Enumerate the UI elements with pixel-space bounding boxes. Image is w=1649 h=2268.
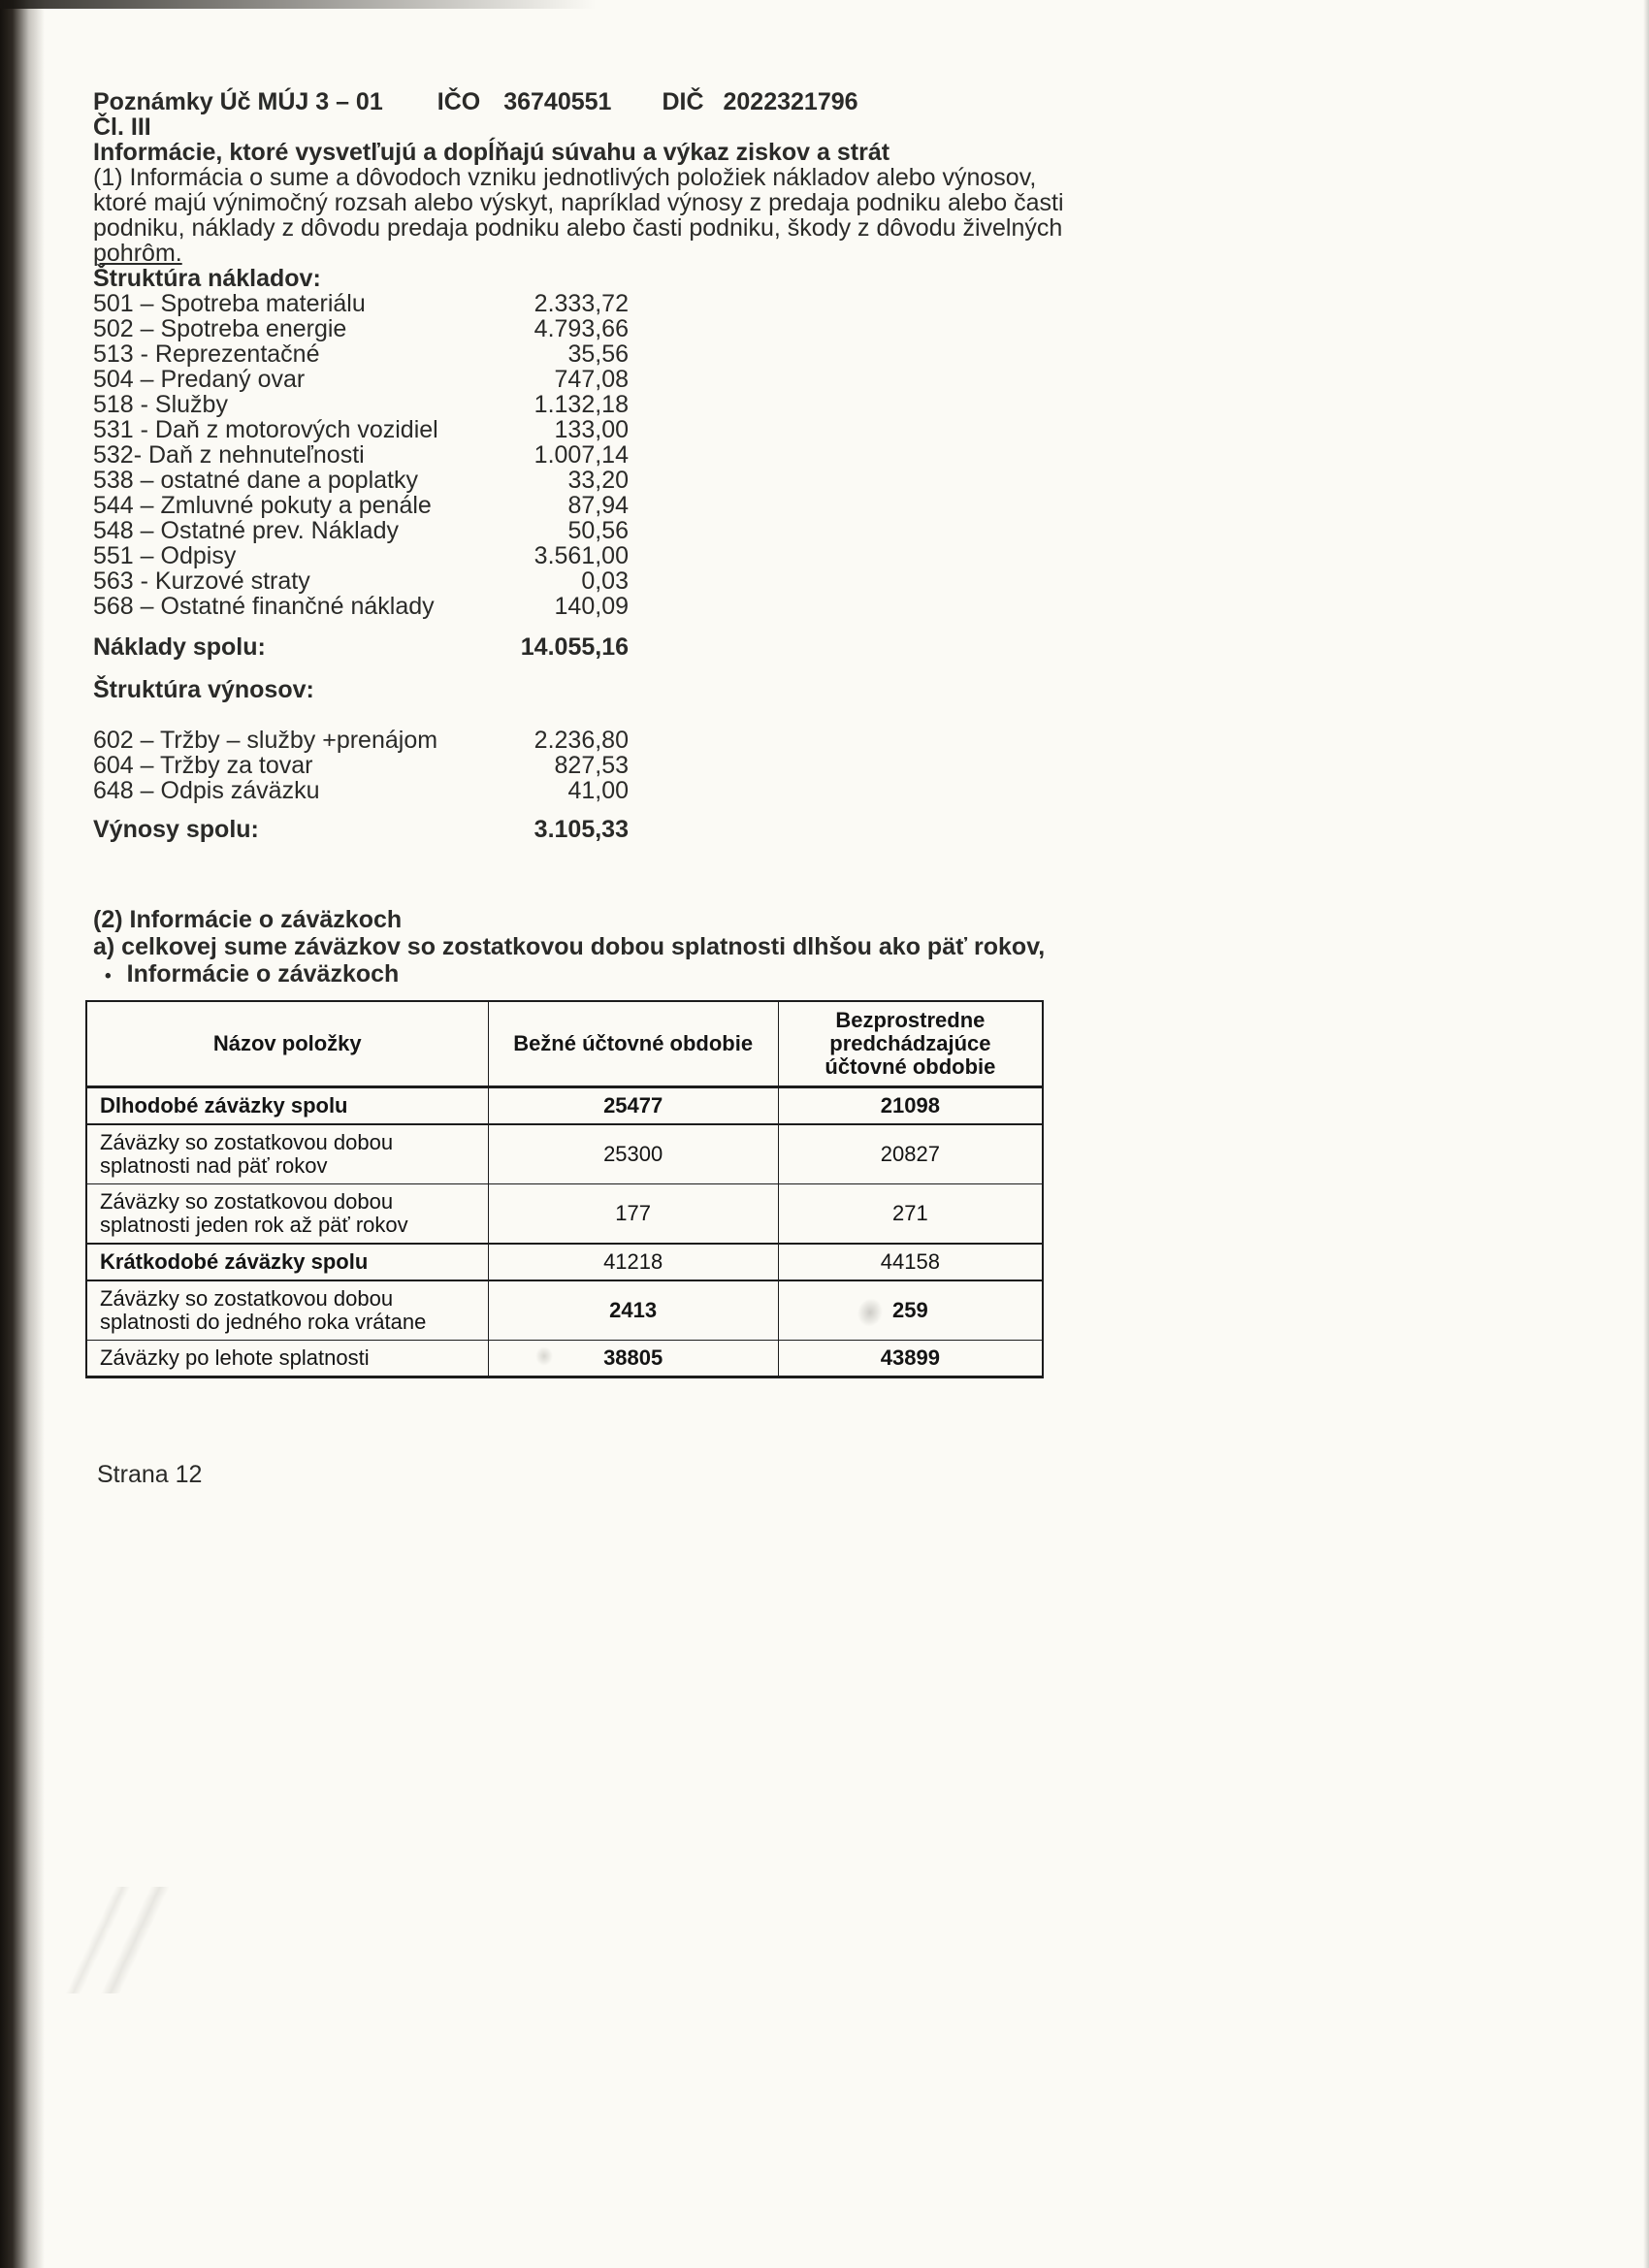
ico-label: IČO	[436, 88, 481, 115]
row-name: Krátkodobé záväzky spolu	[86, 1244, 488, 1280]
article-number: Čl. III	[93, 113, 151, 141]
row-current-value: 41218	[488, 1244, 778, 1280]
revenue-item	[93, 728, 629, 753]
table-row	[86, 1124, 1043, 1184]
table-row	[86, 1087, 1043, 1125]
column-header-current-period: Bežné účtovné obdobie	[488, 1001, 778, 1087]
row-current-value: 177	[488, 1184, 778, 1245]
revenue-item-label: 648 – Odpis záväzku	[93, 777, 320, 804]
revenue-item-value: 827,53	[554, 752, 629, 779]
revenues-total-row	[93, 817, 629, 842]
row-name: Záväzky so zostatkovou dobou splatnosti jeden rok až päť rokov	[86, 1184, 488, 1245]
cost-item-value: 747,08	[554, 366, 629, 393]
liabilities-section	[93, 906, 1548, 990]
row-previous-value: 43899	[778, 1341, 1043, 1377]
dic-label: DIČ	[662, 88, 704, 115]
row-current-value: 38805	[488, 1341, 778, 1377]
cost-item-label: 548 – Ostatné prev. Náklady	[93, 517, 399, 544]
document-header-line	[93, 89, 1548, 114]
dic-value: 2022321796	[723, 88, 858, 115]
cost-item-value: 1.132,18	[534, 391, 629, 418]
row-current-value: 25477	[488, 1087, 778, 1125]
revenue-item-value: 2.236,80	[534, 727, 629, 754]
cost-item	[93, 594, 629, 619]
liabilities-line-a: a) celkovej sume záväzkov so zostatkovou dobou splatnosti dlhšou ako päť rokov,	[93, 933, 1046, 960]
intro-paragraph	[93, 165, 1071, 266]
revenues-total-label: Výnosy spolu:	[93, 816, 259, 843]
row-name: Záväzky so zostatkovou dobou splatnosti do jedného roka vrátane	[86, 1280, 488, 1341]
row-name: Dlhodobé záväzky spolu	[86, 1087, 488, 1125]
row-previous-value: 259	[778, 1280, 1043, 1341]
cost-item-label: 531 - Daň z motorových vozidiel	[93, 416, 438, 443]
cost-item	[93, 367, 629, 392]
table-header-row	[86, 1001, 1043, 1087]
cost-item-label: 538 – ostatné dane a poplatky	[93, 467, 418, 494]
cost-item-value: 33,20	[567, 467, 629, 494]
cost-item	[93, 468, 629, 493]
cost-item-label: 568 – Ostatné finančné náklady	[93, 593, 435, 620]
revenue-item-value: 41,00	[567, 777, 629, 804]
liabilities-bullet-line	[93, 960, 1548, 990]
section-title: Informácie, ktoré vysvetľujú a dopĺňajú súvahu a výkaz ziskov a strát	[93, 139, 890, 166]
cost-item-value: 4.793,66	[534, 315, 629, 342]
row-current-value: 25300	[488, 1124, 778, 1184]
cost-item-value: 2.333,72	[534, 290, 629, 317]
page-number: Strana 12	[97, 1461, 203, 1488]
cost-item	[93, 316, 629, 341]
table-row	[86, 1244, 1043, 1280]
document-content	[93, 89, 1548, 1487]
scan-edge-shadow-right	[1643, 0, 1649, 2268]
cost-item	[93, 417, 629, 442]
cost-item	[93, 518, 629, 543]
cost-item	[93, 341, 629, 367]
table-row	[86, 1341, 1043, 1377]
revenue-item	[93, 753, 629, 778]
cost-item-label: 504 – Predaný ovar	[93, 366, 306, 393]
cost-item-label: 513 - Reprezentačné	[93, 340, 320, 368]
cost-item	[93, 392, 629, 417]
cost-item-value: 0,03	[581, 567, 629, 595]
costs-total-value: 14.055,16	[520, 633, 629, 661]
scan-artifact	[29, 1887, 175, 1993]
cost-item	[93, 291, 629, 316]
form-title: Poznámky Úč MÚJ 3 – 01	[93, 88, 383, 115]
cost-item	[93, 493, 629, 518]
row-previous-value: 271	[778, 1184, 1043, 1245]
costs-total-row	[93, 634, 629, 660]
row-previous-value: 44158	[778, 1244, 1043, 1280]
scan-edge-shadow-top	[0, 0, 621, 9]
cost-item	[93, 442, 629, 468]
cost-item-label: 518 - Služby	[93, 391, 228, 418]
ico-value: 36740551	[503, 88, 612, 115]
revenues-total-value: 3.105,33	[534, 816, 629, 843]
revenue-item	[93, 778, 629, 803]
revenues-heading: Štruktúra výnosov:	[93, 676, 314, 703]
liabilities-bullet-label: Informácie o záväzkoch	[126, 960, 400, 988]
liabilities-table	[85, 1000, 1044, 1378]
liabilities-heading: (2) Informácie o záväzkoch	[93, 906, 403, 933]
row-name: Záväzky so zostatkovou dobou splatnosti nad päť rokov	[86, 1124, 488, 1184]
cost-item-label: 501 – Spotreba materiálu	[93, 290, 366, 317]
cost-item-value: 3.561,00	[534, 542, 629, 569]
revenue-item-label: 604 – Tržby za tovar	[93, 752, 313, 779]
revenue-item-label: 602 – Tržby – služby +prenájom	[93, 727, 438, 754]
column-header-name: Názov položky	[86, 1001, 488, 1087]
column-header-previous-period: Bezprostredne predchádzajúce účtovné obdobie	[778, 1001, 1043, 1087]
cost-item-label: 544 – Zmluvné pokuty a penále	[93, 492, 432, 519]
row-previous-value: 20827	[778, 1124, 1043, 1184]
cost-item-value: 1.007,14	[534, 441, 629, 469]
intro-paragraph-text: (1) Informácia o sume a dôvodoch vzniku jednotlivých položiek nákladov alebo výnosov, ktoré majú výnimočný rozsah alebo výskyt, napríklad výnosy z predaja podniku alebo časti podniku, náklady z dôvodu predaja podniku alebo časti podniku, škody z dôvodu živelných	[93, 164, 1064, 242]
costs-list	[93, 291, 1548, 619]
cost-item-value: 140,09	[554, 593, 629, 620]
cost-item	[93, 568, 629, 594]
cost-item	[93, 543, 629, 568]
cost-item-value: 35,56	[567, 340, 629, 368]
cost-item-value: 87,94	[567, 492, 629, 519]
cost-item-label: 551 – Odpisy	[93, 542, 237, 569]
cost-item-label: 502 – Spotreba energie	[93, 315, 347, 342]
row-previous-value: 21098	[778, 1087, 1043, 1125]
row-current-value: 2413	[488, 1280, 778, 1341]
cost-item-label: 563 - Kurzové straty	[93, 567, 310, 595]
row-name: Záväzky po lehote splatnosti	[86, 1341, 488, 1377]
table-row	[86, 1280, 1043, 1341]
intro-paragraph-last-word: pohrôm.	[93, 240, 182, 267]
cost-item-value: 50,56	[567, 517, 629, 544]
cost-item-value: 133,00	[554, 416, 629, 443]
cost-item-label: 532- Daň z nehnuteľnosti	[93, 441, 365, 469]
revenues-list	[93, 728, 1548, 803]
bullet-icon: •	[105, 966, 112, 987]
table-row	[86, 1184, 1043, 1245]
costs-heading: Štruktúra nákladov:	[93, 265, 321, 292]
costs-total-label: Náklady spolu:	[93, 633, 266, 661]
